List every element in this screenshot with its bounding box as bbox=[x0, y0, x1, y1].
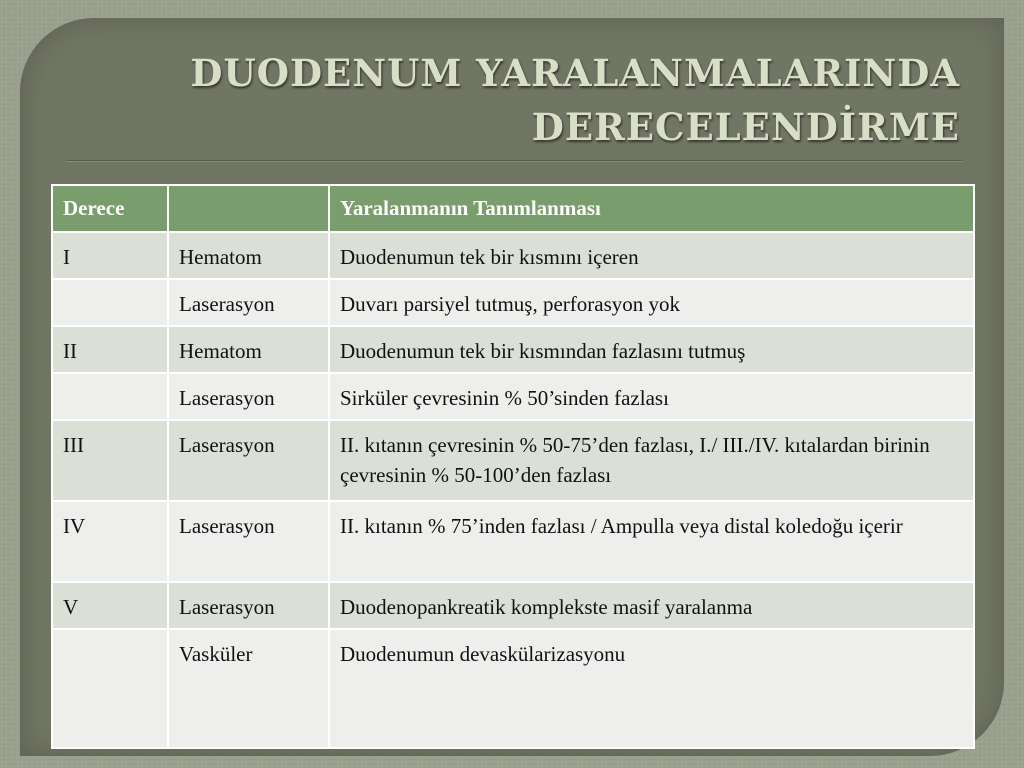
cell-description: Duodenumun tek bir kısmını içeren bbox=[329, 232, 974, 279]
table-row bbox=[52, 326, 974, 373]
cell-description: Duodenopankreatik komplekste masif yaralanma bbox=[329, 582, 974, 629]
table-row bbox=[52, 373, 974, 420]
cell-description: Sirküler çevresinin % 50’sinden fazlası bbox=[329, 373, 974, 420]
table-row bbox=[52, 420, 974, 501]
cell-description: Duodenumun tek bir kısmından fazlasını tutmuş bbox=[329, 326, 974, 373]
cell-type: Hematom bbox=[168, 326, 329, 373]
cell-type: Hematom bbox=[168, 232, 329, 279]
cell-description: II. kıtanın % 75’inden fazlası / Ampulla veya distal koledoğu içerir bbox=[329, 501, 974, 582]
title-divider bbox=[66, 160, 962, 162]
cell-type: Laserasyon bbox=[168, 582, 329, 629]
cell-grade bbox=[52, 279, 168, 326]
cell-type: Laserasyon bbox=[168, 501, 329, 582]
cell-grade: I bbox=[52, 232, 168, 279]
cell-type: Laserasyon bbox=[168, 279, 329, 326]
cell-type: Vasküler bbox=[168, 629, 329, 748]
table-header-row bbox=[52, 185, 974, 232]
cell-type: Laserasyon bbox=[168, 373, 329, 420]
header-description: Yaralanmanın Tanımlanması bbox=[329, 185, 974, 232]
header-type bbox=[168, 185, 329, 232]
cell-type: Laserasyon bbox=[168, 420, 329, 501]
table-row bbox=[52, 279, 974, 326]
header-grade: Derece bbox=[52, 185, 168, 232]
table-row bbox=[52, 501, 974, 582]
cell-grade: V bbox=[52, 582, 168, 629]
cell-grade bbox=[52, 373, 168, 420]
cell-description: II. kıtanın çevresinin % 50-75’den fazlası, I./ III./IV. kıtalardan birinin çevresinin % 50-100’den fazlası bbox=[329, 420, 974, 501]
table-row bbox=[52, 232, 974, 279]
cell-description: Duodenumun devaskülarizasyonu bbox=[329, 629, 974, 748]
slide-title bbox=[80, 46, 960, 154]
table-row bbox=[52, 629, 974, 748]
cell-grade: II bbox=[52, 326, 168, 373]
table-row bbox=[52, 582, 974, 629]
slide-title-line-1: DUODENUM YARALANMALARINDA bbox=[190, 51, 960, 95]
cell-grade: IV bbox=[52, 501, 168, 582]
slide-title-line-2: DERECELENDİRME bbox=[531, 105, 960, 149]
grading-table bbox=[51, 184, 975, 749]
cell-grade bbox=[52, 629, 168, 748]
cell-description: Duvarı parsiyel tutmuş, perforasyon yok bbox=[329, 279, 974, 326]
cell-grade: III bbox=[52, 420, 168, 501]
